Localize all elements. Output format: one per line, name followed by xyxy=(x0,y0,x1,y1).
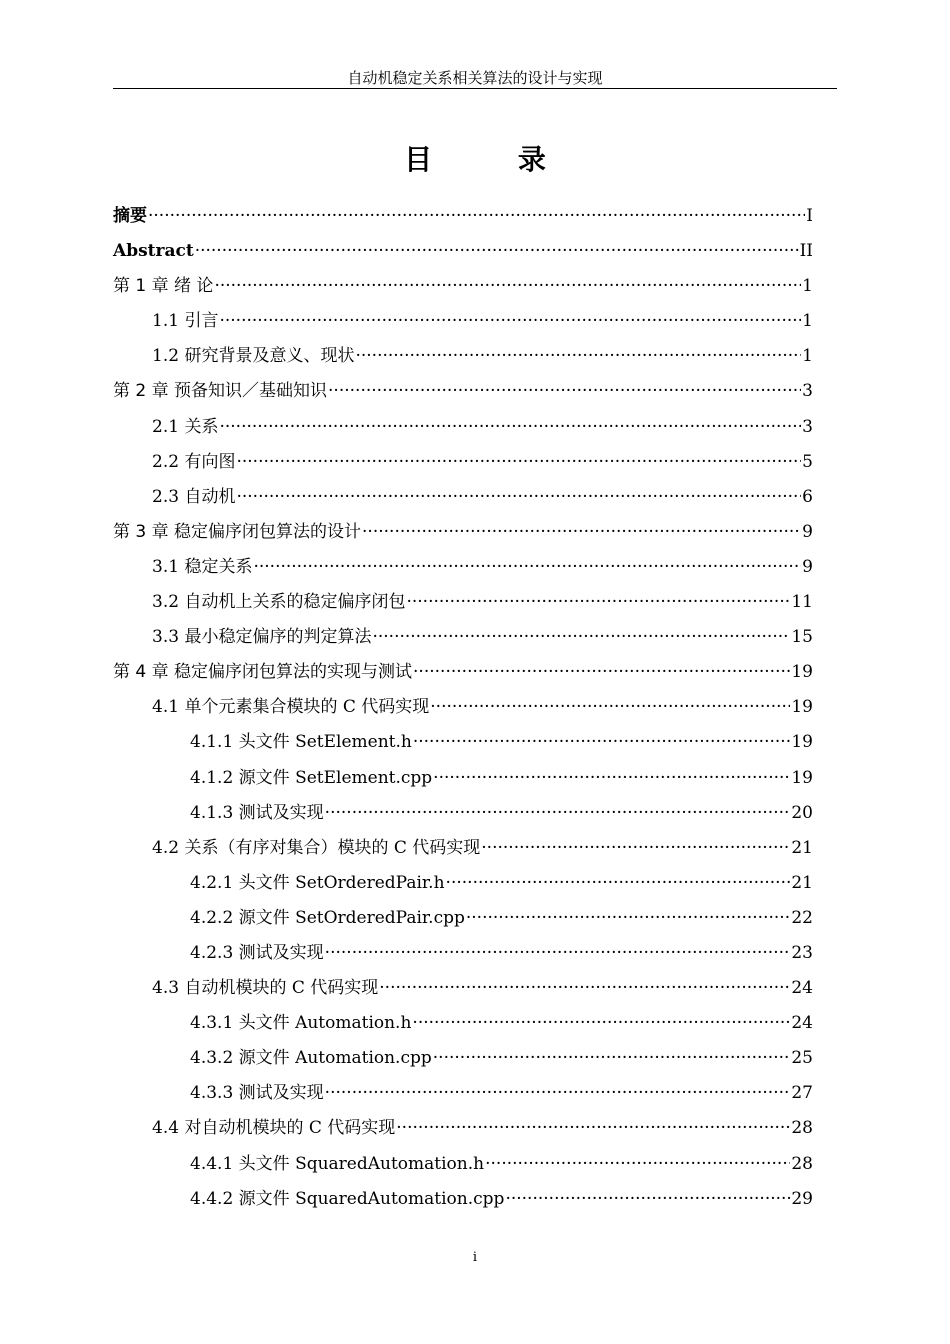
toc-entry-label: 4.1.2 源文件 SetElement.cpp xyxy=(190,767,433,788)
table-of-contents xyxy=(113,199,813,1217)
toc-leader-dots xyxy=(433,1041,791,1076)
toc-entry[interactable] xyxy=(113,725,813,760)
toc-entry-label: Abstract xyxy=(113,241,194,262)
toc-leader-dots xyxy=(433,761,790,796)
toc-leader-dots xyxy=(396,1111,790,1146)
toc-entry-page: I xyxy=(806,206,813,226)
toc-leader-dots xyxy=(413,655,790,690)
toc-entry[interactable] xyxy=(113,1182,813,1217)
toc-title: 目 录 xyxy=(404,143,584,176)
toc-leader-dots xyxy=(406,585,790,620)
toc-leader-dots xyxy=(148,199,805,234)
toc-entry[interactable] xyxy=(113,480,813,515)
toc-entry-page: 22 xyxy=(791,907,813,928)
toc-leader-dots xyxy=(219,304,801,339)
toc-entry-label: 第 2 章 预备知识／基础知识 xyxy=(113,381,328,402)
toc-leader-dots xyxy=(214,269,801,304)
toc-entry[interactable] xyxy=(113,971,813,1006)
toc-leader-dots xyxy=(325,796,791,831)
toc-entry-label: 3.1 稳定关系 xyxy=(152,556,253,577)
toc-entry-label: 第 4 章 稳定偏序闭包算法的实现与测试 xyxy=(113,662,413,683)
toc-leader-dots xyxy=(372,620,790,655)
toc-entry[interactable] xyxy=(113,796,813,831)
toc-leader-dots xyxy=(328,374,801,409)
toc-entry[interactable] xyxy=(113,515,813,550)
toc-entry-label: 4.3 自动机模块的 C 代码实现 xyxy=(152,978,379,999)
toc-entry-page: 28 xyxy=(791,1118,813,1139)
toc-entry-label: 1.2 研究背景及意义、现状 xyxy=(152,346,355,367)
toc-entry-page: 1 xyxy=(802,276,813,297)
toc-entry-page: 1 xyxy=(802,311,813,332)
toc-entry-label: 4.3.1 头文件 Automation.h xyxy=(190,1013,412,1034)
toc-entry[interactable] xyxy=(113,269,813,304)
toc-entry[interactable] xyxy=(113,234,813,269)
toc-leader-dots xyxy=(219,410,801,445)
toc-entry[interactable] xyxy=(113,831,813,866)
toc-entry-page: 20 xyxy=(791,802,813,823)
toc-entry-label: 2.2 有向图 xyxy=(152,451,236,472)
page-number: i xyxy=(472,1250,478,1265)
toc-entry-page: 21 xyxy=(791,837,813,858)
toc-entry-page: 19 xyxy=(791,662,813,683)
toc-entry-label: 4.1 单个元素集合模块的 C 代码实现 xyxy=(152,697,430,718)
toc-entry[interactable] xyxy=(113,304,813,339)
toc-entry[interactable] xyxy=(113,1147,813,1182)
toc-entry-page: 5 xyxy=(802,451,813,472)
toc-entry-label: 第 1 章 绪 论 xyxy=(113,276,214,297)
toc-entry[interactable] xyxy=(113,936,813,971)
toc-entry-label: 4.1.1 头文件 SetElement.h xyxy=(190,732,412,753)
toc-entry[interactable] xyxy=(113,655,813,690)
toc-entry[interactable] xyxy=(113,1111,813,1146)
toc-leader-dots xyxy=(505,1182,790,1217)
toc-entry-label: 3.3 最小稳定偏序的判定算法 xyxy=(152,627,372,648)
toc-entry-label: 4.1.3 测试及实现 xyxy=(190,802,324,823)
toc-leader-dots xyxy=(481,831,790,866)
header-rule xyxy=(113,88,837,89)
toc-leader-dots xyxy=(325,1076,791,1111)
toc-entry-page: 19 xyxy=(791,697,813,718)
toc-entry-page: 9 xyxy=(802,556,813,577)
toc-entry-label: 摘要 xyxy=(113,206,147,226)
toc-entry[interactable] xyxy=(113,445,813,480)
toc-entry-label: 4.4.2 源文件 SquaredAutomation.cpp xyxy=(190,1188,505,1209)
toc-leader-dots xyxy=(412,1006,790,1041)
toc-entry-label: 1.1 引言 xyxy=(152,311,219,332)
toc-leader-dots xyxy=(466,901,790,936)
toc-entry-page: 24 xyxy=(791,978,813,999)
toc-leader-dots xyxy=(379,971,790,1006)
toc-entry[interactable] xyxy=(113,620,813,655)
toc-entry-label: 3.2 自动机上关系的稳定偏序闭包 xyxy=(152,592,406,613)
toc-leader-dots xyxy=(485,1147,790,1182)
toc-leader-dots xyxy=(236,480,801,515)
toc-entry[interactable] xyxy=(113,550,813,585)
toc-leader-dots xyxy=(253,550,801,585)
toc-entry-page: 28 xyxy=(791,1153,813,1174)
toc-leader-dots xyxy=(236,445,801,480)
toc-entry[interactable] xyxy=(113,410,813,445)
toc-entry[interactable] xyxy=(113,901,813,936)
toc-entry-page: 23 xyxy=(791,942,813,963)
toc-entry[interactable] xyxy=(113,690,813,725)
toc-leader-dots xyxy=(355,339,801,374)
toc-entry-label: 第 3 章 稳定偏序闭包算法的设计 xyxy=(113,521,362,542)
toc-entry-page: 19 xyxy=(791,767,813,788)
toc-entry-page: 3 xyxy=(802,416,813,437)
toc-entry-page: 6 xyxy=(802,486,813,507)
toc-entry-page: 1 xyxy=(802,346,813,367)
toc-entry[interactable] xyxy=(113,866,813,901)
toc-entry[interactable] xyxy=(113,374,813,409)
toc-entry-label: 4.2 关系（有序对集合）模块的 C 代码实现 xyxy=(152,837,481,858)
toc-entry[interactable] xyxy=(113,339,813,374)
toc-entry-label: 4.2.2 源文件 SetOrderedPair.cpp xyxy=(190,907,465,928)
toc-entry-label: 4.3.3 测试及实现 xyxy=(190,1083,324,1104)
toc-entry[interactable] xyxy=(113,1041,813,1076)
toc-entry-page: 25 xyxy=(791,1048,813,1069)
toc-entry-label: 4.4 对自动机模块的 C 代码实现 xyxy=(152,1118,396,1139)
toc-entry-page: 3 xyxy=(802,381,813,402)
toc-leader-dots xyxy=(446,866,791,901)
toc-entry-page: 15 xyxy=(791,627,813,648)
toc-entry-page: 29 xyxy=(791,1188,813,1209)
toc-leader-dots xyxy=(325,936,791,971)
toc-entry[interactable] xyxy=(113,761,813,796)
toc-leader-dots xyxy=(413,725,791,760)
toc-entry-page: 11 xyxy=(791,592,813,613)
toc-leader-dots xyxy=(362,515,801,550)
toc-entry-label: 4.3.2 源文件 Automation.cpp xyxy=(190,1048,432,1069)
toc-leader-dots xyxy=(430,690,790,725)
toc-entry[interactable] xyxy=(113,1006,813,1041)
toc-entry-page: II xyxy=(799,241,813,262)
toc-entry[interactable] xyxy=(113,199,813,234)
toc-entry-page: 9 xyxy=(802,521,813,542)
toc-entry-page: 21 xyxy=(791,872,813,893)
toc-leader-dots xyxy=(195,234,799,269)
toc-entry[interactable] xyxy=(113,585,813,620)
toc-entry-page: 24 xyxy=(791,1013,813,1034)
toc-entry-label: 4.4.1 头文件 SquaredAutomation.h xyxy=(190,1153,485,1174)
toc-entry-label: 2.3 自动机 xyxy=(152,486,236,507)
toc-entry-label: 4.2.1 头文件 SetOrderedPair.h xyxy=(190,872,445,893)
toc-entry-label: 4.2.3 测试及实现 xyxy=(190,942,324,963)
toc-entry-page: 19 xyxy=(791,732,813,753)
running-header: 自动机稳定关系相关算法的设计与实现 xyxy=(347,69,603,87)
toc-entry-page: 27 xyxy=(791,1083,813,1104)
toc-entry-label: 2.1 关系 xyxy=(152,416,219,437)
toc-entry[interactable] xyxy=(113,1076,813,1111)
